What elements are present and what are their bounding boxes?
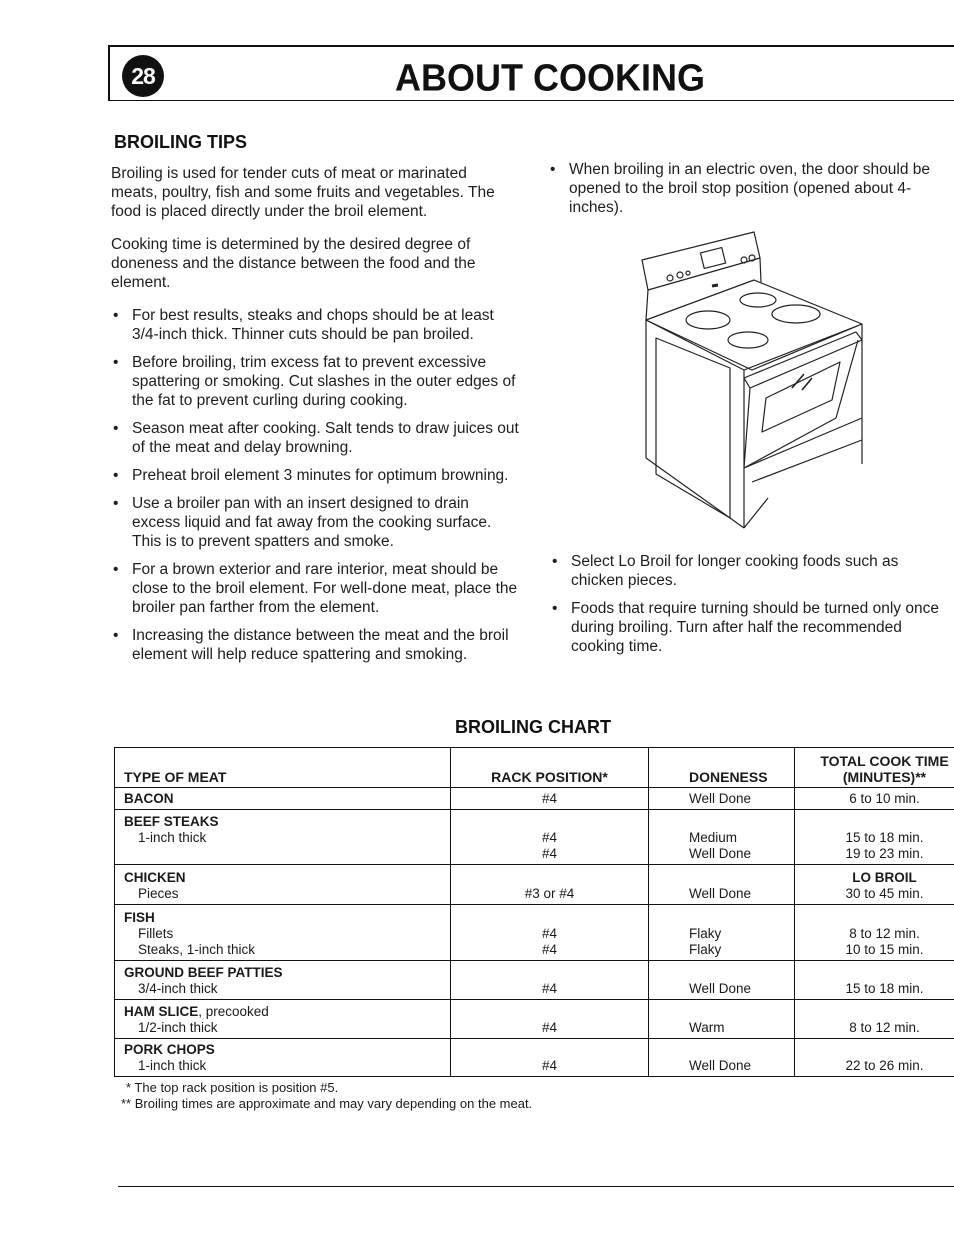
time-cell: 6 to 10 min. bbox=[795, 788, 954, 810]
rack-value: #4 bbox=[541, 942, 558, 957]
table-header-row bbox=[115, 748, 954, 788]
footnote-times: ** Broiling times are approximate and may vary depending on the meat. bbox=[121, 1096, 533, 1111]
broiling-tips-heading: BROILING TIPS bbox=[114, 132, 248, 152]
meat-name: PORK CHOPS bbox=[124, 1042, 215, 1057]
right-top-tips-list bbox=[548, 160, 948, 226]
doneness-value: Flaky bbox=[689, 926, 722, 941]
lo-broil-label: LO BROIL bbox=[852, 870, 917, 885]
doneness-cell: Well Done bbox=[649, 865, 795, 905]
col-rack-header: RACK POSITION* bbox=[451, 748, 649, 788]
list-item: • Increasing the distance between the meat and the broil element will help reduce spattering and smoking. bbox=[111, 626, 521, 664]
meat-cell bbox=[115, 961, 451, 1000]
list-item: • Season meat after cooking. Salt tends to draw juices out of the meat and delay browning. bbox=[111, 419, 521, 457]
meat-cell bbox=[115, 1000, 451, 1039]
rack-cell: #4 bbox=[451, 1000, 649, 1039]
list-item: • Preheat broil element 3 minutes for optimum browning. bbox=[111, 466, 521, 485]
cooking-time-paragraph: Cooking time is determined by the desired degree of doneness and the distance between the food and the element. bbox=[111, 236, 476, 291]
meat-detail: 1-inch thick bbox=[138, 1058, 207, 1073]
doneness-value: Well Done bbox=[689, 846, 752, 861]
list-item: • For a brown exterior and rare interior, meat should be close to the broil element. For well-done meat, place the broiler pan farther from the element. bbox=[111, 560, 521, 617]
doneness-cell bbox=[649, 810, 795, 865]
col-type-header: TYPE OF MEAT bbox=[115, 748, 451, 788]
doneness-value: Medium bbox=[689, 830, 738, 845]
rack-cell: #4 bbox=[451, 1039, 649, 1077]
rack-cell bbox=[451, 810, 649, 865]
list-item: • Use a broiler pan with an insert designed to drain excess liquid and fat away from the cooking surface. This is to prevent spatters and smoke. bbox=[111, 494, 521, 551]
doneness-value: Flaky bbox=[689, 942, 722, 957]
rack-value: #4 bbox=[541, 846, 558, 861]
table-row bbox=[115, 905, 954, 961]
broiling-chart-heading: BROILING CHART bbox=[455, 717, 611, 737]
meat-name: BACON bbox=[115, 788, 451, 810]
table-row bbox=[115, 1039, 954, 1077]
rack-value: #4 bbox=[541, 830, 558, 845]
time-cell: 15 to 18 min. bbox=[795, 961, 954, 1000]
time-value: 19 to 23 min. bbox=[845, 846, 924, 861]
time-cell bbox=[795, 810, 954, 865]
page-title: ABOUT COOKING bbox=[395, 56, 705, 100]
page-number-badge: 28 bbox=[122, 55, 164, 97]
table-row bbox=[115, 788, 954, 810]
time-header-line1: TOTAL COOK TIME bbox=[820, 753, 949, 769]
broiling-chart-table bbox=[114, 747, 954, 1077]
meat-name: FISH bbox=[124, 910, 155, 925]
time-cell: 8 to 12 min. bbox=[795, 1000, 954, 1039]
time-value: 15 to 18 min. bbox=[845, 830, 924, 845]
rack-cell: #3 or #4 bbox=[451, 865, 649, 905]
table-row bbox=[115, 865, 954, 905]
rack-cell: #4 bbox=[451, 961, 649, 1000]
table-row bbox=[115, 1000, 954, 1039]
header-left-rule bbox=[108, 45, 110, 101]
meat-name: CHICKEN bbox=[124, 870, 186, 885]
meat-detail: Fillets bbox=[138, 926, 174, 941]
time-cell bbox=[795, 865, 954, 905]
time-cell: 22 to 26 min. bbox=[795, 1039, 954, 1077]
doneness-cell: Well Done bbox=[649, 1039, 795, 1077]
bottom-rule bbox=[118, 1186, 954, 1187]
col-doneness-header: DONENESS bbox=[649, 748, 795, 788]
meat-name: HAM SLICE bbox=[124, 1004, 199, 1019]
list-item: • When broiling in an electric oven, the door should be opened to the broil stop position (opened about 4-inches). bbox=[548, 160, 948, 217]
meat-detail: 1/2-inch thick bbox=[138, 1020, 218, 1035]
meat-detail: 3/4-inch thick bbox=[138, 981, 218, 996]
doneness-cell: Warm bbox=[649, 1000, 795, 1039]
meat-cell bbox=[115, 865, 451, 905]
meat-name: GROUND BEEF PATTIES bbox=[124, 965, 283, 980]
time-value: 8 to 12 min. bbox=[849, 926, 920, 941]
rack-value: #4 bbox=[541, 926, 558, 941]
left-tips-list bbox=[111, 306, 521, 673]
doneness-cell: Well Done bbox=[649, 961, 795, 1000]
table-row bbox=[115, 961, 954, 1000]
footnote-rack: * The top rack position is position #5. bbox=[126, 1080, 339, 1095]
meat-cell bbox=[115, 810, 451, 865]
meat-name-suffix: , precooked bbox=[198, 1004, 269, 1019]
time-value: 10 to 15 min. bbox=[845, 942, 924, 957]
electric-range-illustration bbox=[636, 228, 868, 533]
time-value: 30 to 45 min. bbox=[845, 886, 924, 901]
header-top-rule bbox=[108, 45, 954, 47]
list-item: • Foods that require turning should be turned only once during broiling. Turn after half the recommended cooking time. bbox=[550, 599, 950, 656]
col-time-header bbox=[795, 748, 954, 788]
meat-detail: Pieces bbox=[138, 886, 179, 901]
right-bottom-tips-list bbox=[550, 552, 950, 665]
list-item: • For best results, steaks and chops should be at least 3/4-inch thick. Thinner cuts should be pan broiled. bbox=[111, 306, 521, 344]
doneness-cell bbox=[649, 905, 795, 961]
rack-cell: #4 bbox=[451, 788, 649, 810]
meat-name: BEEF STEAKS bbox=[124, 814, 219, 829]
meat-detail: 1-inch thick bbox=[138, 830, 207, 845]
table-row bbox=[115, 810, 954, 865]
list-item: • Select Lo Broil for longer cooking foods such as chicken pieces. bbox=[550, 552, 950, 590]
list-item: • Before broiling, trim excess fat to prevent excessive spattering or smoking. Cut slashes in the outer edges of the fat to prevent curling during cooking. bbox=[111, 353, 521, 410]
time-header-line2: (MINUTES)** bbox=[842, 769, 927, 785]
meat-cell bbox=[115, 1039, 451, 1077]
time-cell bbox=[795, 905, 954, 961]
header-bottom-rule bbox=[108, 100, 954, 101]
doneness-cell: Well Done bbox=[649, 788, 795, 810]
meat-cell bbox=[115, 905, 451, 961]
rack-cell bbox=[451, 905, 649, 961]
meat-detail: Steaks, 1-inch thick bbox=[138, 942, 256, 957]
intro-paragraph: Broiling is used for tender cuts of meat or marinated meats, poultry, fish and some fruits and vegetables. The food is placed directly under the broil element. bbox=[111, 165, 495, 220]
